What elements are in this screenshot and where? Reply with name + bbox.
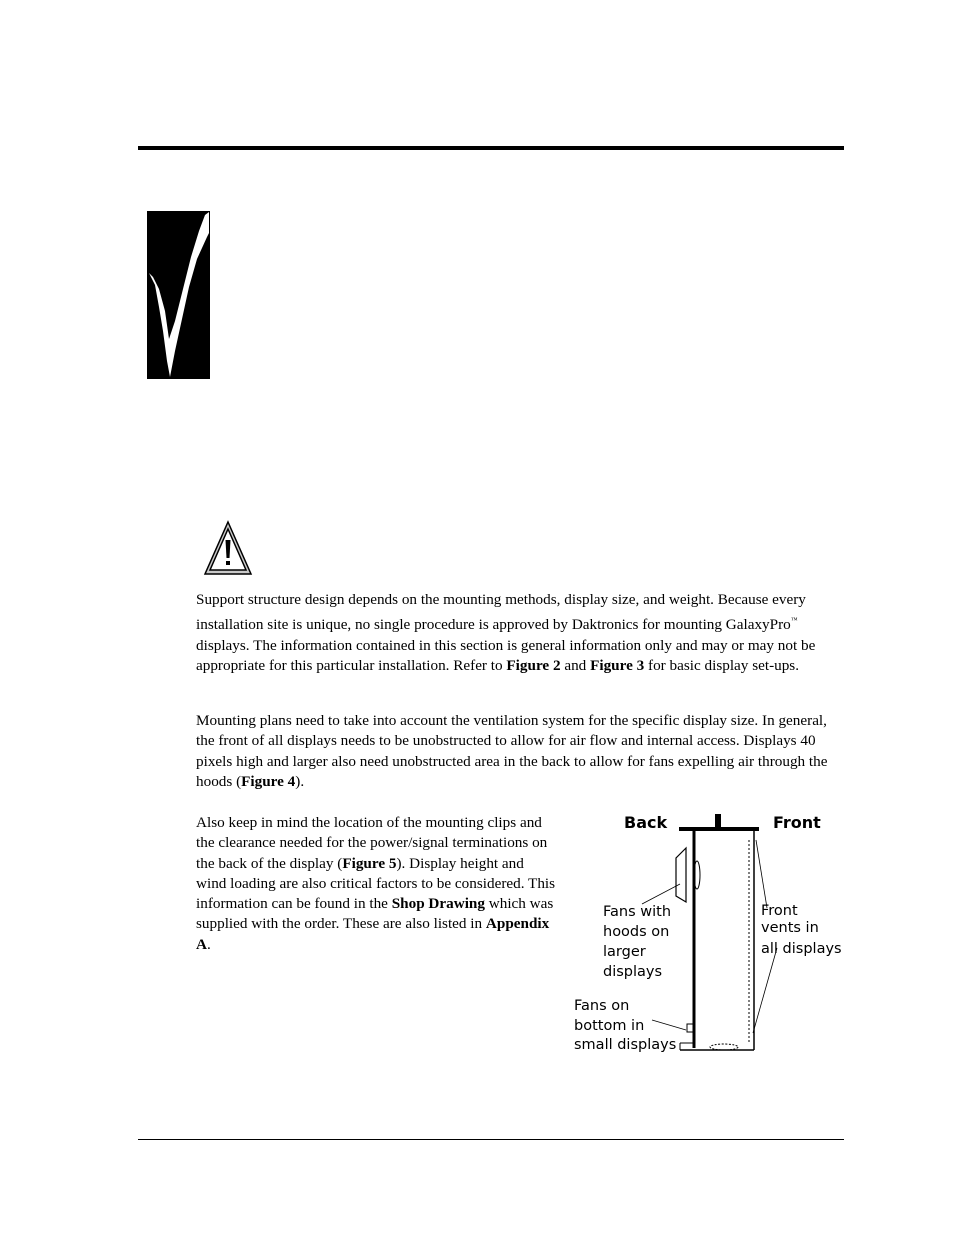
figure-2-ref: Figure 2 (506, 656, 561, 674)
shop-drawing-ref: Shop Drawing (391, 895, 485, 913)
paragraph-mounting-clips: Also keep in mind the location of the mounting clips and the clearance needed for the power/signal terminations on the back of the display (Figure 5). Display height and wind loading are also critical factors to be considered. This information can be found in the Shop Drawing which was supplied with the order. These are also listed in Appendix A. (196, 814, 556, 953)
warning-icon (203, 520, 253, 576)
back-label: Back (624, 813, 668, 832)
paragraph-support-structure: Support structure design depends on the mounting methods, display size, and weight. Because every installation site is unique, no single procedure is approved by Daktronics for mounting GalaxyPro™ displays. The information contained in this section is general information only and may or may not be appropriate for this particular installation. Refer to Figure 2 and Figure 3 for basic display set-ups. (196, 591, 816, 674)
front-vents-label-2: vents in (761, 920, 819, 936)
fans-hoods-label-2: hoods on (603, 924, 670, 940)
fans-bottom-label-1: Fans on (574, 998, 630, 1014)
fans-hoods-label-1: Fans with (603, 904, 672, 920)
appendix-a-ref: Appendix A (196, 915, 550, 953)
figure-4-ref: Figure 4 (241, 772, 296, 790)
fans-hoods-label-3: larger (603, 944, 646, 960)
front-vents-label-1: Front (761, 903, 798, 919)
figure-5-ref: Figure 5 (342, 854, 397, 872)
front-vents-label-3: all displays (761, 941, 842, 957)
header-rule (138, 146, 844, 150)
fans-hoods-label-4: displays (603, 964, 663, 980)
display-cabinet (676, 814, 759, 1050)
fans-bottom-label-2: bottom in (574, 1018, 645, 1034)
figure-3-ref: Figure 3 (590, 656, 645, 674)
fans-bottom-label-3: small displays (574, 1037, 677, 1053)
front-label: Front (773, 813, 821, 832)
ventilation-diagram (572, 808, 847, 1056)
checkmark-icon (147, 211, 210, 379)
paragraph-ventilation: Mounting plans need to take into account the ventilation system for the specific display size. In general, the front of all displays needs to be unobstructed to allow for air flow and internal access. Displays 40 pixels high and larger also need unobstructed area in the back to allow for fans expelling air through the hoods (Figure 4). (196, 712, 828, 790)
footer-rule (138, 1139, 844, 1140)
